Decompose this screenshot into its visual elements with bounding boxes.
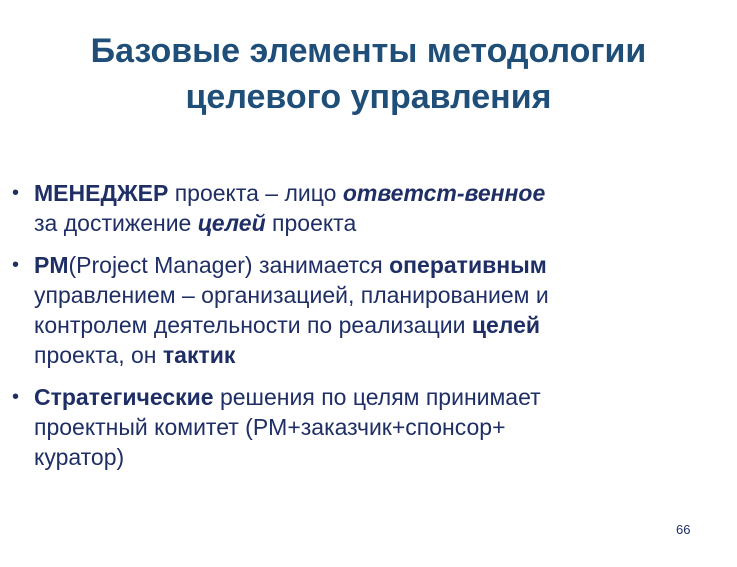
bullet-text-segment: МЕНЕДЖЕР	[34, 180, 169, 206]
slide-title-line-1: Базовые элементы методологии	[90, 32, 647, 70]
bullet-line	[34, 382, 702, 412]
bullet-marker: •	[12, 182, 20, 204]
bullet-text-segment: проекта, он	[34, 342, 163, 368]
bullet-item	[12, 250, 702, 370]
bullet-text-segment: куратор)	[34, 444, 125, 470]
bullet-text-segment: Стратегические	[34, 384, 214, 410]
bullet-text-segment: управлением – организацией, планированием и	[34, 282, 549, 308]
bullet-text-segment: целей	[471, 312, 541, 338]
page-number: 66	[676, 522, 691, 537]
bullet-text-segment: проекта – лицо	[168, 180, 343, 206]
bullet-line	[34, 412, 702, 442]
bullet-item	[12, 382, 702, 472]
slide-title	[0, 28, 737, 120]
bullet-marker: •	[12, 254, 20, 276]
bullet-line	[34, 310, 702, 340]
bullet-text-segment: целей	[197, 210, 266, 236]
bullet-line	[34, 250, 702, 280]
bullet-text-segment: проектный комитет (PM+заказчик+спонсор+	[34, 414, 506, 440]
bullet-text-segment: за достижение	[34, 210, 198, 236]
bullet-text-segment: проекта	[265, 210, 357, 236]
bullet-line	[34, 340, 702, 370]
slide-title-line-2: целевого управления	[185, 78, 552, 116]
bullet-text-segment: контролем деятельности по реализации	[34, 312, 472, 338]
bullet-text-segment: PM	[34, 252, 69, 278]
bullet-text-segment: оперативным	[389, 252, 547, 278]
bullet-line	[34, 442, 702, 472]
bullet-line	[34, 208, 702, 238]
bullet-text-segment: ответст-венное	[342, 180, 546, 206]
bullet-text-segment: тактик	[162, 342, 236, 368]
bullet-text-segment: решения по целям принимает	[213, 384, 541, 410]
bullet-line	[34, 178, 702, 208]
bullet-line	[34, 280, 702, 310]
bullet-item	[12, 178, 702, 238]
bullet-marker: •	[12, 386, 20, 408]
bullet-text-segment: (Project Manager) занимается	[68, 252, 390, 278]
bullet-list	[12, 178, 702, 484]
